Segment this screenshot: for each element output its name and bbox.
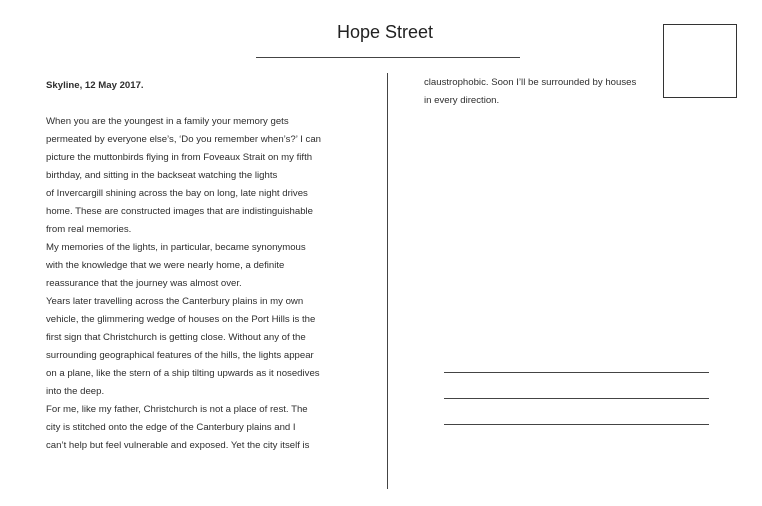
- text-line: vehicle, the glimmering wedge of houses on the Port Hills is the: [46, 314, 316, 325]
- text-line: first sign that Christchurch is getting close. Without any of the: [46, 332, 306, 343]
- postcard-title: Hope Street: [336, 22, 434, 42]
- text-line: home. These are constructed images that are indistinguishable: [46, 206, 314, 217]
- message-text-right: [424, 74, 664, 110]
- text-line: in every direction.: [424, 95, 500, 106]
- text-line: picture the muttonbirds flying in from Foveaux Strait on my fifth: [46, 152, 313, 163]
- text-line: permeated by everyone else’s, ‘Do you remember when’s?’ I can: [46, 134, 321, 145]
- text-line: can’t help but feel vulnerable and exposed. Yet the city itself is: [46, 440, 310, 451]
- message-text-left: [46, 77, 376, 455]
- text-line: My memories of the lights, in particular, became synonymous: [46, 242, 306, 253]
- address-line: [444, 424, 709, 425]
- text-line: claustrophobic. Soon I’ll be surrounded by houses: [424, 77, 637, 88]
- text-line: of Invercargill shining across the bay on long, late night drives: [46, 188, 308, 199]
- address-line: [444, 398, 709, 399]
- text-line: surrounding geographical features of the hills, the lights appear: [46, 350, 314, 361]
- text-line: with the knowledge that we were nearly home, a definite: [46, 260, 285, 271]
- text-line: from real memories.: [46, 224, 132, 235]
- entry-heading: Skyline, 12 May 2017.: [46, 80, 144, 91]
- center-divider: [387, 73, 388, 489]
- text-line: reassurance that the journey was almost over.: [46, 278, 242, 289]
- stamp-box: [663, 24, 737, 98]
- text-line: on a plane, like the stern of a ship tilting upwards as it nosedives: [46, 368, 320, 379]
- text-line: Years later travelling across the Canterbury plains in my own: [46, 296, 304, 307]
- title-underline: [256, 57, 520, 58]
- text-line: into the deep.: [46, 386, 105, 397]
- text-line: city is stitched onto the edge of the Canterbury plains and I: [46, 422, 296, 433]
- address-line: [444, 372, 709, 373]
- text-line: birthday, and sitting in the backseat watching the lights: [46, 170, 278, 181]
- text-line: For me, like my father, Christchurch is not a place of rest. The: [46, 404, 308, 415]
- text-line: When you are the youngest in a family your memory gets: [46, 116, 289, 127]
